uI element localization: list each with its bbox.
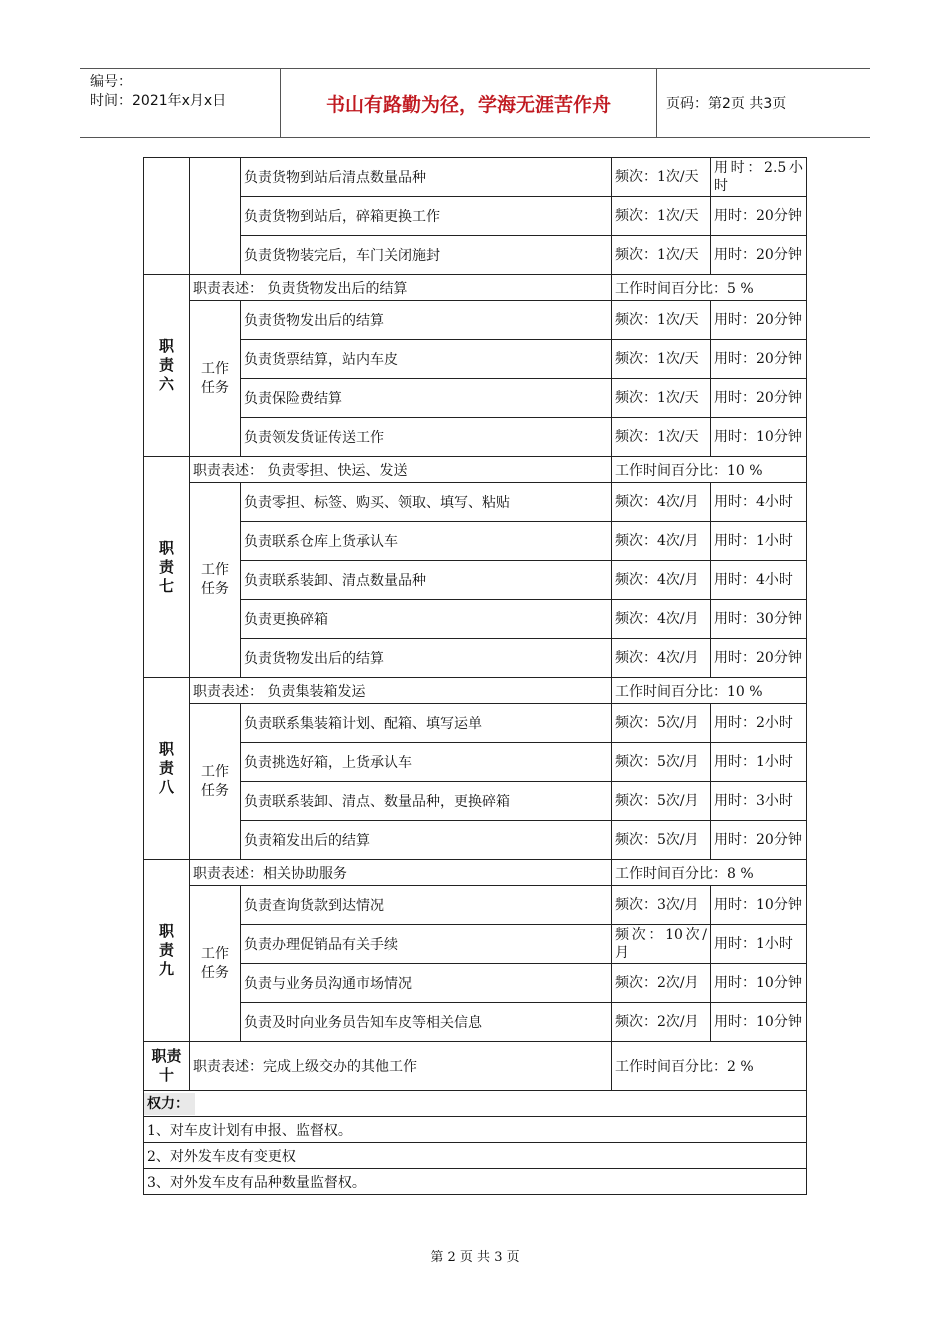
task-duration: 用时：10分钟 xyxy=(711,964,807,1003)
duty-label-text: 职责九 xyxy=(159,922,175,978)
task-text: 负责零担、标签、购买、领取、填写、粘贴 xyxy=(241,483,612,522)
task-text: 负责办理促销品有关手续 xyxy=(241,925,612,964)
table-row xyxy=(144,639,807,678)
table-row xyxy=(144,600,807,639)
duty-description: 职责表述：相关协助服务 xyxy=(190,860,612,886)
task-text: 负责货物发出后的结算 xyxy=(241,301,612,340)
table-row xyxy=(144,886,807,925)
task-frequency: 频次：2次/月 xyxy=(612,1003,711,1042)
task-duration: 用时：20分钟 xyxy=(711,236,807,275)
task-frequency: 频次：1次/天 xyxy=(612,236,711,275)
task-frequency: 频次：4次/月 xyxy=(612,600,711,639)
duty-desc-row xyxy=(144,457,807,483)
task-frequency: 频次：4次/月 xyxy=(612,522,711,561)
task-duration: 用时：10分钟 xyxy=(711,886,807,925)
task-frequency: 频次：4次/月 xyxy=(612,639,711,678)
task-text: 负责保险费结算 xyxy=(241,379,612,418)
task-frequency: 频次：4次/月 xyxy=(612,561,711,600)
duty-description: 职责表述： 负责零担、快运、发送 xyxy=(190,457,612,483)
task-frequency: 频次：3次/月 xyxy=(612,886,711,925)
task-duration: 用时：20分钟 xyxy=(711,821,807,860)
task-frequency: 频次：2次/月 xyxy=(612,964,711,1003)
task-frequency: 频次：1次/天 xyxy=(612,340,711,379)
powers-title-cell xyxy=(144,1091,807,1117)
table-row xyxy=(144,197,807,236)
table-row xyxy=(144,483,807,522)
work-task-label: 工作任务 xyxy=(190,704,241,860)
powers-title: 权力： xyxy=(144,1093,195,1115)
work-task-label: 工作任务 xyxy=(190,886,241,1042)
task-duration: 用时：30分钟 xyxy=(711,600,807,639)
powers-title-row xyxy=(144,1091,807,1117)
task-text: 负责联系仓库上货承认车 xyxy=(241,522,612,561)
duty-desc-row xyxy=(144,1042,807,1091)
duty-label-text: 职责六 xyxy=(159,337,175,393)
task-frequency: 频次：1次/天 xyxy=(612,418,711,457)
table-row xyxy=(144,561,807,600)
task-frequency: 频次：1次/天 xyxy=(612,301,711,340)
task-duration: 用时：2小时 xyxy=(711,704,807,743)
header-meta xyxy=(80,69,280,137)
task-frequency: 频次：1次/天 xyxy=(612,379,711,418)
table-row xyxy=(144,704,807,743)
power-item: 2、对外发车皮有变更权 xyxy=(144,1143,807,1169)
task-frequency: 频次：5次/月 xyxy=(612,821,711,860)
duty-table xyxy=(143,157,807,1195)
task-duration: 用时：20分钟 xyxy=(711,197,807,236)
task-text: 负责货物到站后，碎箱更换工作 xyxy=(241,197,612,236)
task-label-continued xyxy=(190,158,241,275)
duty-label xyxy=(144,1042,190,1091)
task-text: 负责货票结算，站内车皮 xyxy=(241,340,612,379)
table-row xyxy=(144,418,807,457)
duty-label-text: 职责十 xyxy=(151,1047,182,1084)
task-duration: 用时：20分钟 xyxy=(711,379,807,418)
duty-percentage: 工作时间百分比：10 % xyxy=(612,678,807,704)
table-row xyxy=(144,782,807,821)
duty-description: 职责表述：完成上级交办的其他工作 xyxy=(190,1042,612,1091)
task-duration: 用时：20分钟 xyxy=(711,340,807,379)
task-duration: 用时：4小时 xyxy=(711,561,807,600)
task-duration: 用时：10分钟 xyxy=(711,1003,807,1042)
duty-desc-row xyxy=(144,275,807,301)
task-text: 负责挑选好箱，上货承认车 xyxy=(241,743,612,782)
task-text: 负责联系集装箱计划、配箱、填写运单 xyxy=(241,704,612,743)
task-duration: 用时：1小时 xyxy=(711,743,807,782)
table-row xyxy=(144,925,807,964)
work-task-label: 工作任务 xyxy=(190,301,241,457)
task-duration: 用时：3小时 xyxy=(711,782,807,821)
task-duration: 用时：1小时 xyxy=(711,925,807,964)
duty-label xyxy=(144,860,190,1042)
table-row xyxy=(144,743,807,782)
task-text: 负责联系装卸、清点、数量品种，更换碎箱 xyxy=(241,782,612,821)
table-row xyxy=(144,340,807,379)
power-row xyxy=(144,1169,807,1195)
page-info: 页码：第2页 共3页 xyxy=(666,96,787,112)
task-duration: 用时：1小时 xyxy=(711,522,807,561)
duty-label xyxy=(144,275,190,457)
page-footer: 第 2 页 共 3 页 xyxy=(430,1250,520,1265)
time-label: 时间：2021年x月x日 xyxy=(90,93,227,109)
task-text: 负责货物到站后清点数量品种 xyxy=(241,158,612,197)
task-duration: 用时：20分钟 xyxy=(711,639,807,678)
table-row xyxy=(144,236,807,275)
table-row xyxy=(144,158,807,197)
table-row xyxy=(144,1003,807,1042)
duty-desc-row xyxy=(144,860,807,886)
duty-description: 职责表述： 负责货物发出后的结算 xyxy=(190,275,612,301)
duty-cell-continued xyxy=(144,158,190,275)
page-header xyxy=(80,68,870,138)
power-row xyxy=(144,1117,807,1143)
task-duration: 用时：20分钟 xyxy=(711,301,807,340)
task-text: 负责与业务员沟通市场情况 xyxy=(241,964,612,1003)
power-item: 3、对外发车皮有品种数量监督权。 xyxy=(144,1169,807,1195)
task-frequency: 频次：4次/月 xyxy=(612,483,711,522)
task-frequency: 频次：5次/月 xyxy=(612,782,711,821)
task-text: 负责查询货款到达情况 xyxy=(241,886,612,925)
number-label: 编号： xyxy=(90,74,132,90)
duty-label xyxy=(144,678,190,860)
task-text: 负责更换碎箱 xyxy=(241,600,612,639)
table-row xyxy=(144,821,807,860)
duty-percentage: 工作时间百分比：10 % xyxy=(612,457,807,483)
task-text: 负责货物发出后的结算 xyxy=(241,639,612,678)
task-duration: 用时：4小时 xyxy=(711,483,807,522)
task-text: 负责领发货证传送工作 xyxy=(241,418,612,457)
task-frequency: 频次：5次/月 xyxy=(612,704,711,743)
duty-description: 职责表述： 负责集装箱发运 xyxy=(190,678,612,704)
table-row xyxy=(144,379,807,418)
work-task-label: 工作任务 xyxy=(190,483,241,678)
duty-percentage: 工作时间百分比：2 % xyxy=(612,1042,807,1091)
task-text: 负责联系装卸、清点数量品种 xyxy=(241,561,612,600)
table-row xyxy=(144,964,807,1003)
power-item: 1、对车皮计划有申报、监督权。 xyxy=(144,1117,807,1143)
task-text: 负责货物装完后，车门关闭施封 xyxy=(241,236,612,275)
task-frequency: 频次：10次/月 xyxy=(612,925,711,964)
task-text: 负责及时向业务员告知车皮等相关信息 xyxy=(241,1003,612,1042)
task-duration: 用时：2.5小时 xyxy=(711,158,807,197)
table-row xyxy=(144,522,807,561)
task-duration: 用时：10分钟 xyxy=(711,418,807,457)
task-frequency: 频次：5次/月 xyxy=(612,743,711,782)
duty-percentage: 工作时间百分比：8 % xyxy=(612,860,807,886)
duty-label xyxy=(144,457,190,678)
motto: 书山有路勤为径，学海无涯苦作舟 xyxy=(280,69,657,137)
duty-percentage: 工作时间百分比：5 % xyxy=(612,275,807,301)
task-frequency: 频次：1次/天 xyxy=(612,158,711,197)
task-frequency: 频次：1次/天 xyxy=(612,197,711,236)
duty-label-text: 职责七 xyxy=(159,538,175,595)
duty-label-text: 职责八 xyxy=(159,740,175,796)
duty-desc-row xyxy=(144,678,807,704)
task-text: 负责箱发出后的结算 xyxy=(241,821,612,860)
table-row xyxy=(144,301,807,340)
power-row xyxy=(144,1143,807,1169)
